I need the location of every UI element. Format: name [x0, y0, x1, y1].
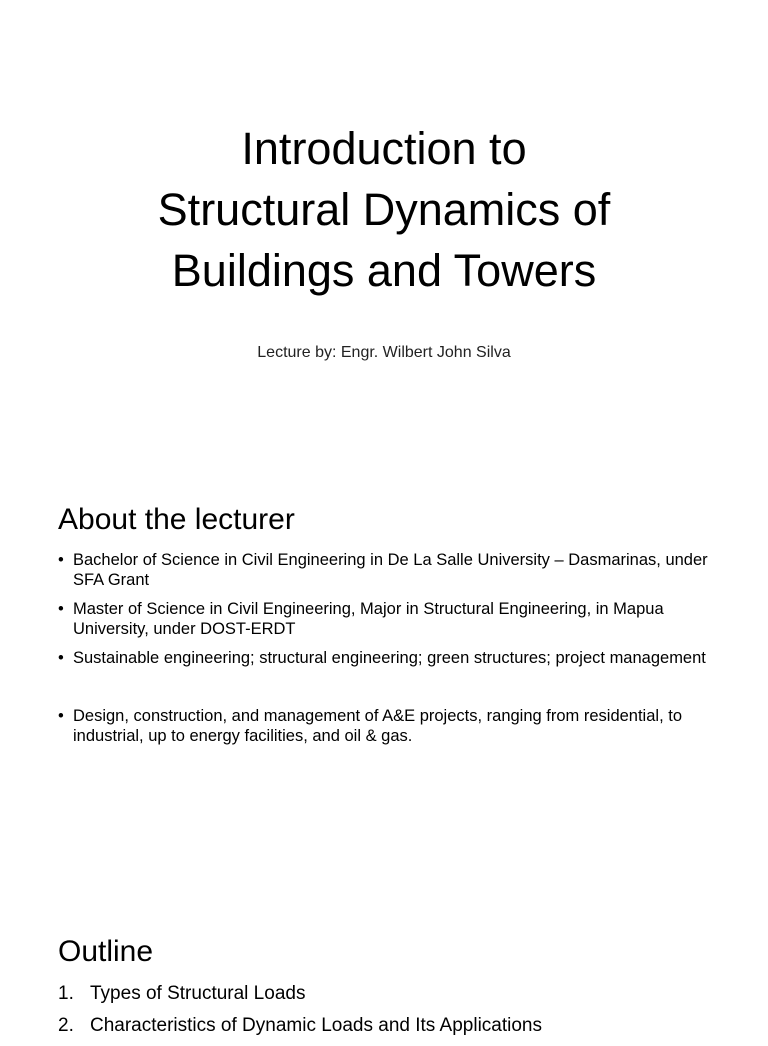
bullet-item	[58, 706, 720, 746]
title-line: Buildings and Towers	[171, 245, 597, 297]
outline-item-number: 2.	[58, 1015, 74, 1036]
outline-list	[58, 982, 542, 1046]
title-line: Structural Dynamics of	[157, 184, 611, 236]
bullet-dot-icon: •	[58, 551, 64, 569]
about-heading: About the lecturer	[58, 502, 295, 536]
presentation-title	[0, 118, 768, 301]
outline-heading: Outline	[58, 934, 154, 968]
bullet-dot-icon: •	[58, 649, 64, 667]
lecturer-subtitle: Lecture by: Engr. Wilbert John Silva	[257, 344, 511, 361]
bullet-dot-icon: •	[58, 600, 64, 618]
outline-item	[58, 1014, 542, 1038]
bullet-text: Design, construction, and management of A&E projects, ranging from residential, to industrial, up to energy facilities, and oil & gas.	[73, 707, 682, 745]
outline-item-text: Types of Structural Loads	[90, 983, 306, 1004]
title-slide	[0, 0, 768, 430]
outline-item-number: 1.	[58, 983, 74, 1004]
about-slide	[0, 430, 768, 860]
bullet-dot-icon: •	[58, 707, 64, 725]
bullet-text: Bachelor of Science in Civil Engineering in De La Salle University – Dasmarinas, under SFA Grant	[73, 551, 708, 589]
bullet-item	[58, 550, 720, 590]
bullet-text: Master of Science in Civil Engineering, Major in Structural Engineering, in Mapua University, under DOST-ERDT	[73, 600, 664, 638]
outline-item	[58, 982, 542, 1006]
bullet-item	[58, 648, 720, 668]
bullet-text: Sustainable engineering; structural engineering; green structures; project management	[73, 649, 706, 667]
outline-slide	[0, 860, 768, 1036]
about-bullet-list	[58, 550, 720, 755]
bullet-item	[58, 599, 720, 639]
outline-item-text: Characteristics of Dynamic Loads and Its Applications	[90, 1015, 542, 1036]
title-line: Introduction to	[241, 123, 527, 175]
